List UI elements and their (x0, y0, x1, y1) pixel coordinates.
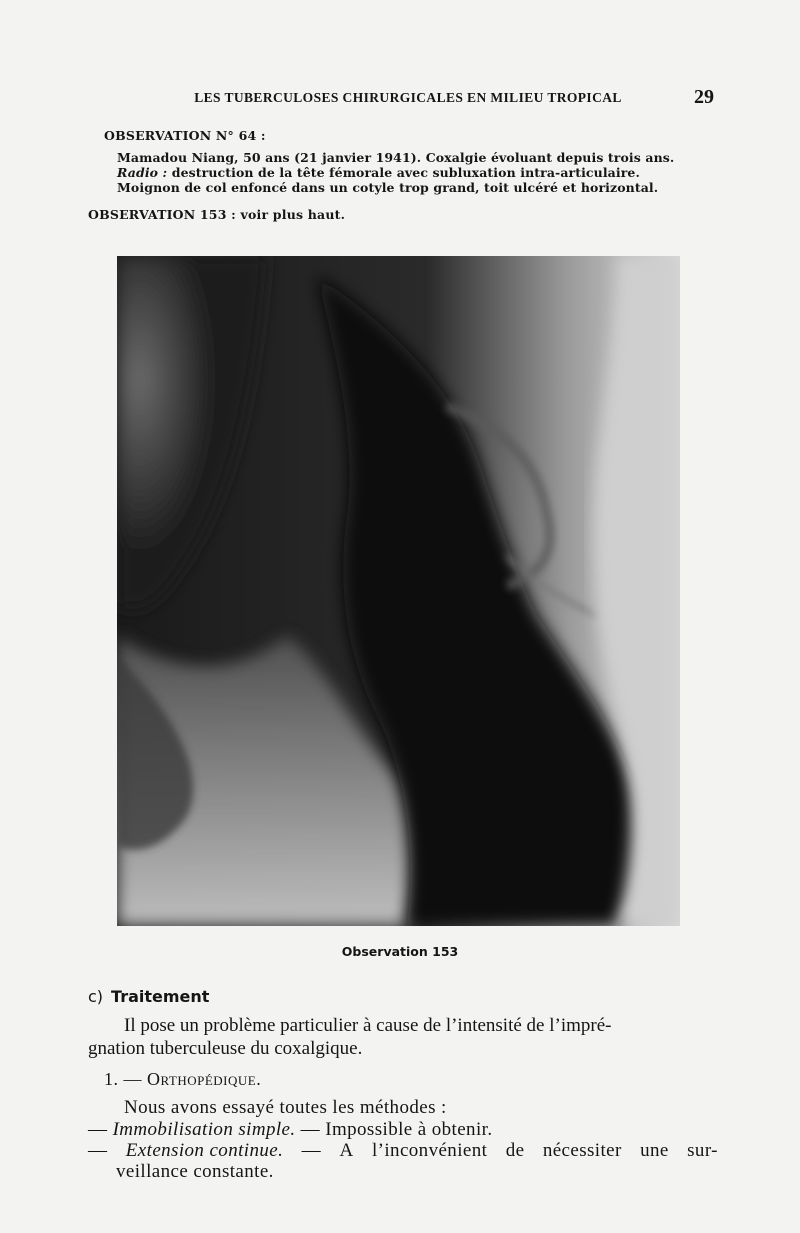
figure-caption: Observation 153 (341, 944, 459, 959)
observation-64-line-2 (117, 165, 677, 180)
observation-64-number: 64 : (238, 128, 266, 143)
section-letter: c) (88, 987, 104, 1006)
list-item-dash: — (88, 1140, 108, 1161)
list-item-term: Immobilisation simple. (112, 1119, 296, 1140)
list-item-term: Extension continue. (125, 1140, 284, 1161)
section-title: Traitement (111, 987, 210, 1006)
list-item-word: — (301, 1140, 322, 1161)
list-item-word: sur- (687, 1140, 718, 1161)
xray-image (117, 256, 680, 926)
observation-64-label: OBSERVATION N° (104, 128, 234, 143)
list-item-justified-line (88, 1139, 718, 1162)
subsection-title: Orthopédique. (147, 1069, 262, 1089)
subsection-heading (104, 1069, 261, 1090)
observation-64-line-1: Mamadou Niang, 50 ans (21 janvier 1941). Coxalgie évoluant depuis trois ans. (117, 150, 675, 165)
observation-153-heading: OBSERVATION 153 : voir plus haut. (88, 207, 346, 222)
list-item-word: une (640, 1140, 669, 1161)
paragraph-line-2: gnation tuberculeuse du coxalgique. (88, 1038, 363, 1059)
paragraph-line-1 (88, 1014, 718, 1037)
observation-64-line-3: Moignon de col enfoncé dans un cotyle trop grand, toit ulcéré et horizontal. (117, 180, 659, 195)
observation-64-heading (104, 128, 266, 143)
paragraph-line-1-text: Il pose un problème particulier à cause de l’intensité de l’impré- (124, 1015, 612, 1036)
list-item-dash: — (88, 1119, 108, 1140)
page-number: 29 (694, 86, 714, 108)
list-item-word: A (339, 1140, 354, 1161)
subsection-number: 1. — (104, 1069, 142, 1089)
list-item-continuation: veillance constante. (116, 1161, 274, 1182)
list-item (88, 1118, 718, 1141)
radio-text: destruction de la tête fémorale avec subluxation intra-articulaire. (167, 165, 640, 180)
radio-label: Radio : (117, 165, 168, 180)
section-heading (88, 987, 209, 1006)
running-title: LES TUBERCULOSES CHIRURGICALES EN MILIEU TROPICAL (194, 90, 622, 105)
list-item-word: l’inconvénient (371, 1140, 488, 1161)
list-item-text: — Impossible à obtenir. (295, 1119, 493, 1140)
list-intro: Nous avons essayé toutes les méthodes : (124, 1097, 447, 1118)
list-item (88, 1139, 718, 1162)
list-item-word: de (505, 1140, 525, 1161)
list-item-word: nécessiter (542, 1140, 622, 1161)
